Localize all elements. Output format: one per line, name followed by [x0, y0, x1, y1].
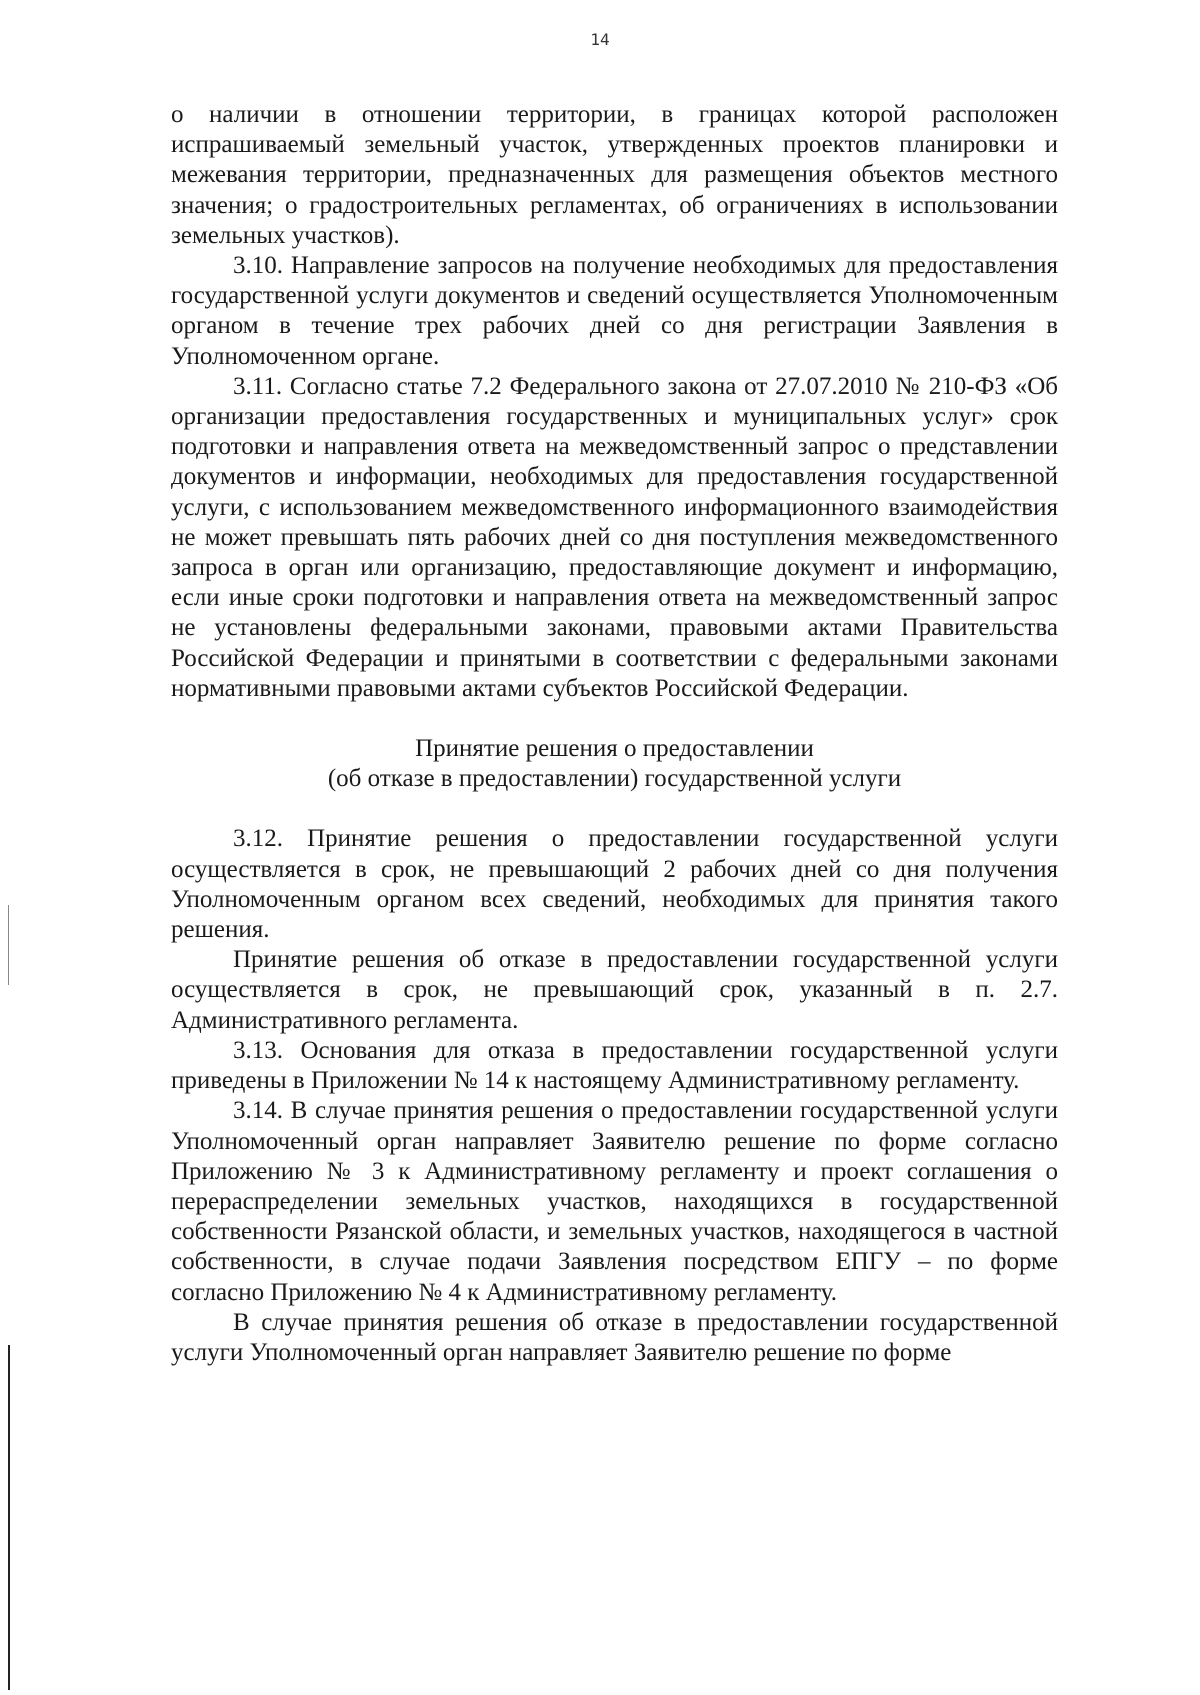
paragraph-refusal-term: Принятие решения об отказе в предоставлении государственной услуги осуществляется в срок, не превышающий срок, указанный в п. 2.7. Административного регламента. [171, 946, 1058, 1034]
section-heading-line-1: Принятие решения о предоставлении [415, 735, 814, 763]
section-heading [171, 734, 1058, 794]
scan-margin-line-upper [8, 905, 9, 985]
scan-margin-line-lower [8, 1345, 10, 1690]
section-heading-line-2: (об отказе в предоставлении) государственной услуги [327, 765, 902, 793]
page-number: 14 [590, 30, 610, 49]
paragraph-3-10: 3.10. Направление запросов на получение необходимых для предоставления государственной услуги документов и сведений осуществляется Уполномоченным органом в течение трех рабочих дней со дня регистрации Заявления в Уполномоченном органе. [171, 252, 1058, 370]
paragraph-3-14: 3.14. В случае принятия решения о предоставлении государственной услуги Уполномоченный орган направляет Заявителю решение по форме согласно Приложению № 3 к Административному регламенту и проект соглашения о перераспределении земельных участков, находящихся в государственной собственности Рязанской области, и земельных участков, находящегося в частной собственности, в случае подачи Заявления посредством ЕПГУ – по форме согласно Приложению № 4 к Административному регламенту. [171, 1097, 1058, 1306]
paragraph-refusal-decision: В случае принятия решения об отказе в предоставлении государственной услуги Уполномоченный орган направляет Заявителю решение по форме [171, 1308, 1058, 1366]
paragraph-3-12: 3.12. Принятие решения о предоставлении государственной услуги осуществляется в срок, не превышающий 2 рабочих дней со дня получения Уполномоченным органом всех сведений, необходимых для принятия такого решения. [171, 825, 1058, 944]
document-body [171, 100, 1058, 1368]
paragraph-3-13: 3.13. Основания для отказа в предоставлении государственной услуги приведены в Приложении № 14 к настоящему Административному регламенту. [171, 1036, 1058, 1095]
paragraph-continuation: о наличии в отношении территории, в границах которой расположен испрашиваемый земельный участок, утвержденных проектов планировки и межевания территории, предназначенных для размещения объектов местного значения; о градостроительных регламентах, об ограничениях в использовании земельных участков). [171, 101, 1058, 249]
paragraph-3-11: 3.11. Согласно статье 7.2 Федерального закона от 27.07.2010 № 210-ФЗ «Об организации предоставления государственных и муниципальных услуг» срок подготовки и направления ответа на межведомственный запрос о представлении документов и информации, необходимых для предоставления государственной услуги, с использованием межведомственного информационного взаимодействия не может превышать пять рабочих дней со дня поступления межведомственного запроса в орган или организацию, предоставляющие документ и информацию, если иные сроки подготовки и направления ответа на межведомственный запрос не установлены федеральными законами, правовыми актами Правительства Российской Федерации и принятыми в соответствии с федеральными законами нормативными правовыми актами субъектов Российской Федерации. [171, 372, 1058, 702]
